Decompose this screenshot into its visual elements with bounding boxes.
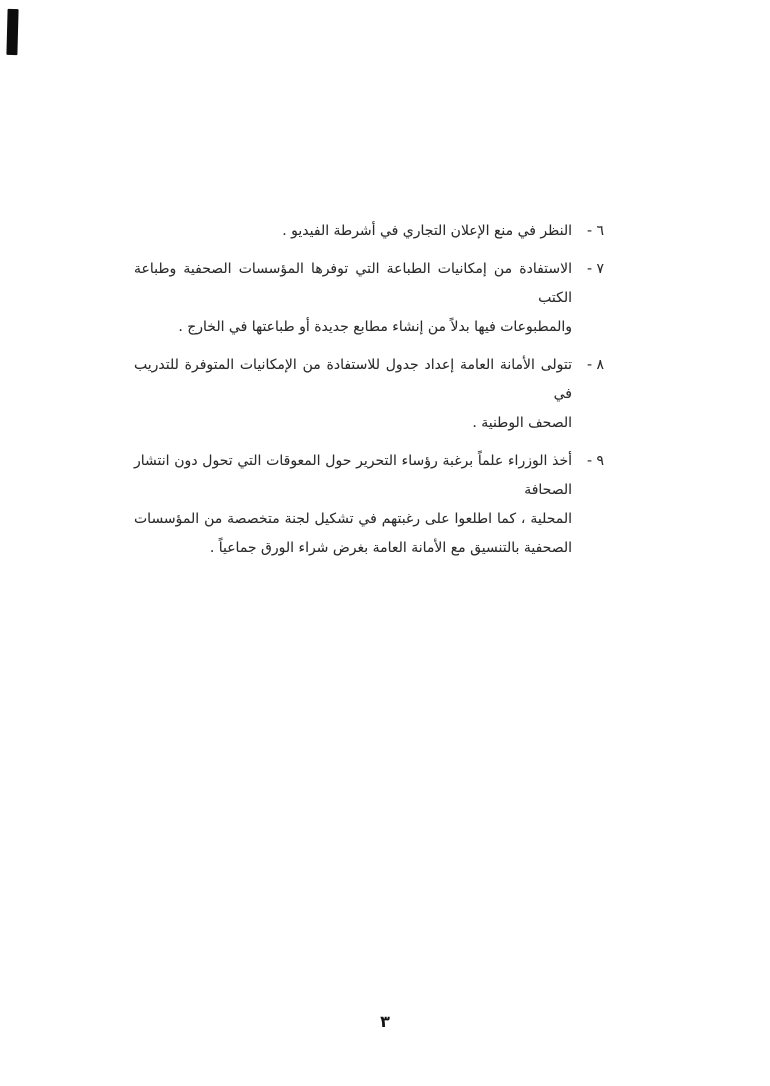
- items-list: [134, 217, 604, 572]
- item-number-label: ٧ -: [586, 261, 604, 277]
- item-line: المحلية ، كما اطلعوا على رغبتهم في تشكيل لجنة متخصصة من المؤسسات: [134, 511, 572, 527]
- page-number: ٣: [380, 1012, 390, 1031]
- item-line: الاستفادة من إمكانيات الطباعة التي توفرها المؤسسات الصحفية وطباعة الكتب: [134, 261, 572, 306]
- item-line: تتولى الأمانة العامة إعداد جدول للاستفادة من الإمكانيات المتوفرة للتدريب في: [134, 357, 572, 402]
- item-body: [134, 255, 572, 342]
- item-number-label: ٨ -: [586, 357, 604, 373]
- item-number-label: ٦ -: [586, 223, 604, 239]
- item-line: أخذ الوزراء علماً برغبة رؤساء التحرير حول المعوقات التي تحول دون انتشار الصحافة: [134, 453, 572, 498]
- item-line: الصحفية بالتنسيق مع الأمانة العامة بغرض شراء الورق جماعياً .: [209, 540, 572, 556]
- list-item-7: [134, 255, 604, 342]
- item-body: [134, 217, 572, 246]
- item-number-label: ٩ -: [586, 453, 604, 469]
- scan-artifact-mark: [6, 9, 18, 55]
- list-item-9: [134, 447, 604, 563]
- list-item-6: [134, 217, 604, 246]
- item-body: [134, 447, 572, 563]
- item-body: [134, 351, 572, 438]
- item-line: والمطبوعات فيها بدلاً من إنشاء مطابع جديدة أو طباعتها في الخارج .: [178, 319, 572, 335]
- list-item-8: [134, 351, 604, 438]
- item-line: النظر في منع الإعلان التجاري في أشرطة الفيديو .: [282, 223, 572, 239]
- item-line: الصحف الوطنية .: [472, 415, 572, 431]
